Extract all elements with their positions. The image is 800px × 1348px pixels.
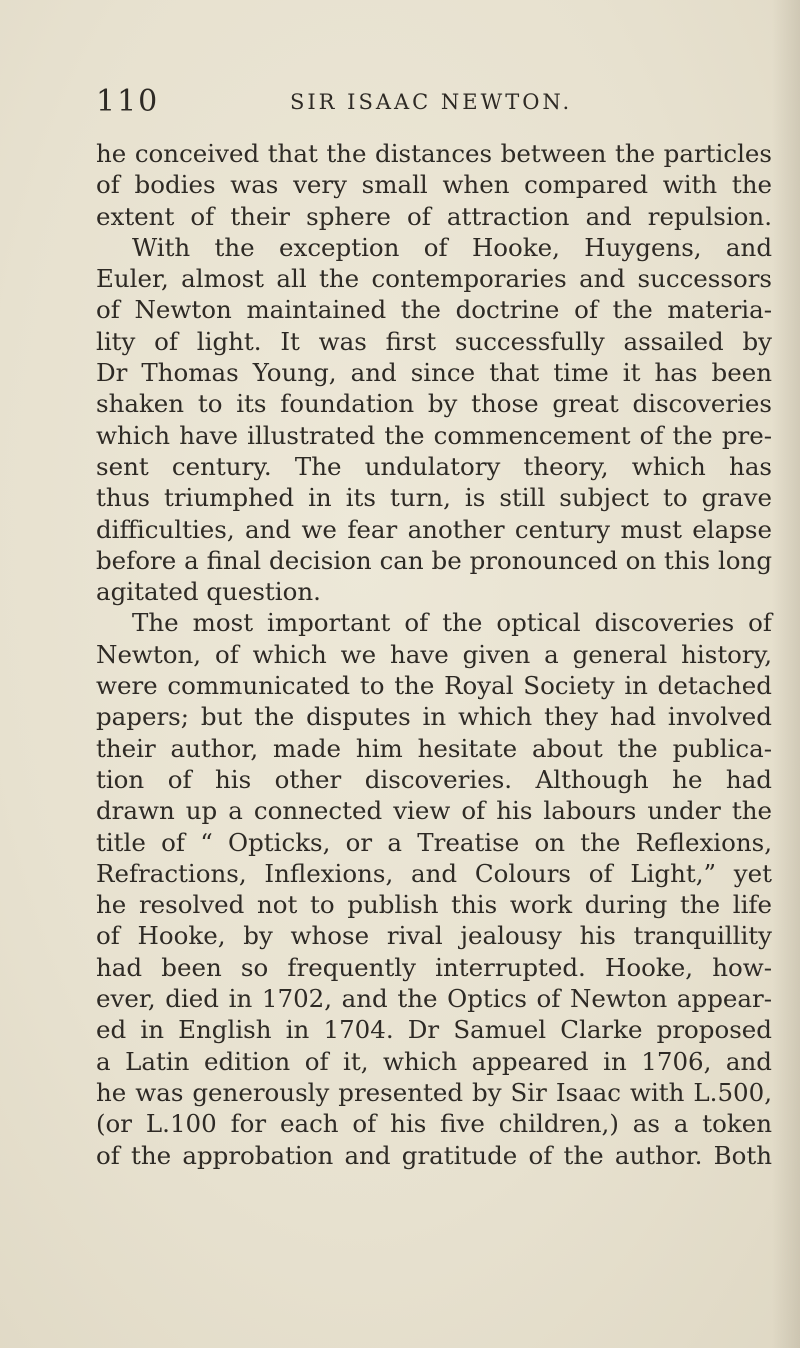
text-line: of the approbation and gratitude of the author. Both: [96, 1140, 772, 1170]
text-line: extent of their sphere of attraction and repulsion.: [96, 201, 772, 231]
text-line: of bodies was very small when compared with the: [96, 170, 772, 200]
text-line: Euler, almost all the contemporaries and successors: [96, 264, 772, 294]
page-gutter-shadow: [772, 0, 800, 1348]
text-line: were communicated to the Royal Society in detached: [96, 671, 772, 701]
running-title: SIR ISAAC NEWTON.: [290, 90, 573, 114]
text-line: he conceived that the distances between the particles: [96, 139, 772, 168]
text-line: ed in English in 1704. Dr Samuel Clarke proposed: [96, 1015, 772, 1045]
text-line: (or L.100 for each of his five children,) as a token: [96, 1109, 772, 1139]
text-line: thus triumphed in its turn, is still subject to grave: [96, 483, 772, 513]
text-line: tion of his other discoveries. Although he had: [96, 764, 772, 794]
text-line: ever, died in 1702, and the Optics of Newton appear-: [96, 984, 772, 1014]
text-line: he resolved not to publish this work during the life: [96, 890, 772, 920]
text-line: Newton, of which we have given a general history,: [96, 639, 772, 669]
text-line: had been so frequently interrupted. Hooke, how-: [96, 952, 772, 982]
paragraph-start-line: With the exception of Hooke, Huygens, and: [132, 232, 772, 262]
text-line: a Latin edition of it, which appeared in 1706, and: [96, 1046, 772, 1076]
text-line: their author, made him hesitate about the publica-: [96, 733, 772, 763]
text-line: Dr Thomas Young, and since that time it has been: [96, 358, 772, 388]
text-line: before a final decision can be pronounced on this long: [96, 545, 772, 575]
text-line: he was generously presented by Sir Isaac with L.500,: [96, 1077, 772, 1107]
text-line: sent century. The undulatory theory, which has: [96, 451, 772, 481]
paragraph-start-line: The most important of the optical discoveries of: [132, 608, 772, 638]
text-line: of Newton maintained the doctrine of the materia-: [96, 295, 772, 325]
text-line: shaken to its foundation by those great discoveries: [96, 389, 772, 419]
text-line: Refractions, Inflexions, and Colours of Light,” yet: [96, 858, 772, 888]
page-number: 110: [96, 84, 160, 119]
text-line: which have illustrated the commencement of the pre-: [96, 420, 772, 450]
text-line: difficulties, and we fear another century must elapse: [96, 514, 772, 544]
text-line: lity of light. It was first successfully assailed by: [96, 326, 772, 356]
text-line: drawn up a connected view of his labours under the: [96, 796, 772, 826]
text-line: of Hooke, by whose rival jealousy his tranquillity: [96, 921, 772, 951]
page-header: [0, 84, 800, 124]
body-text: [96, 138, 772, 1171]
text-line: title of “ Opticks, or a Treatise on the Reflexions,: [96, 827, 772, 857]
text-line: papers; but the disputes in which they had involved: [96, 702, 772, 732]
paragraph-end-line: agitated question.: [96, 577, 321, 607]
